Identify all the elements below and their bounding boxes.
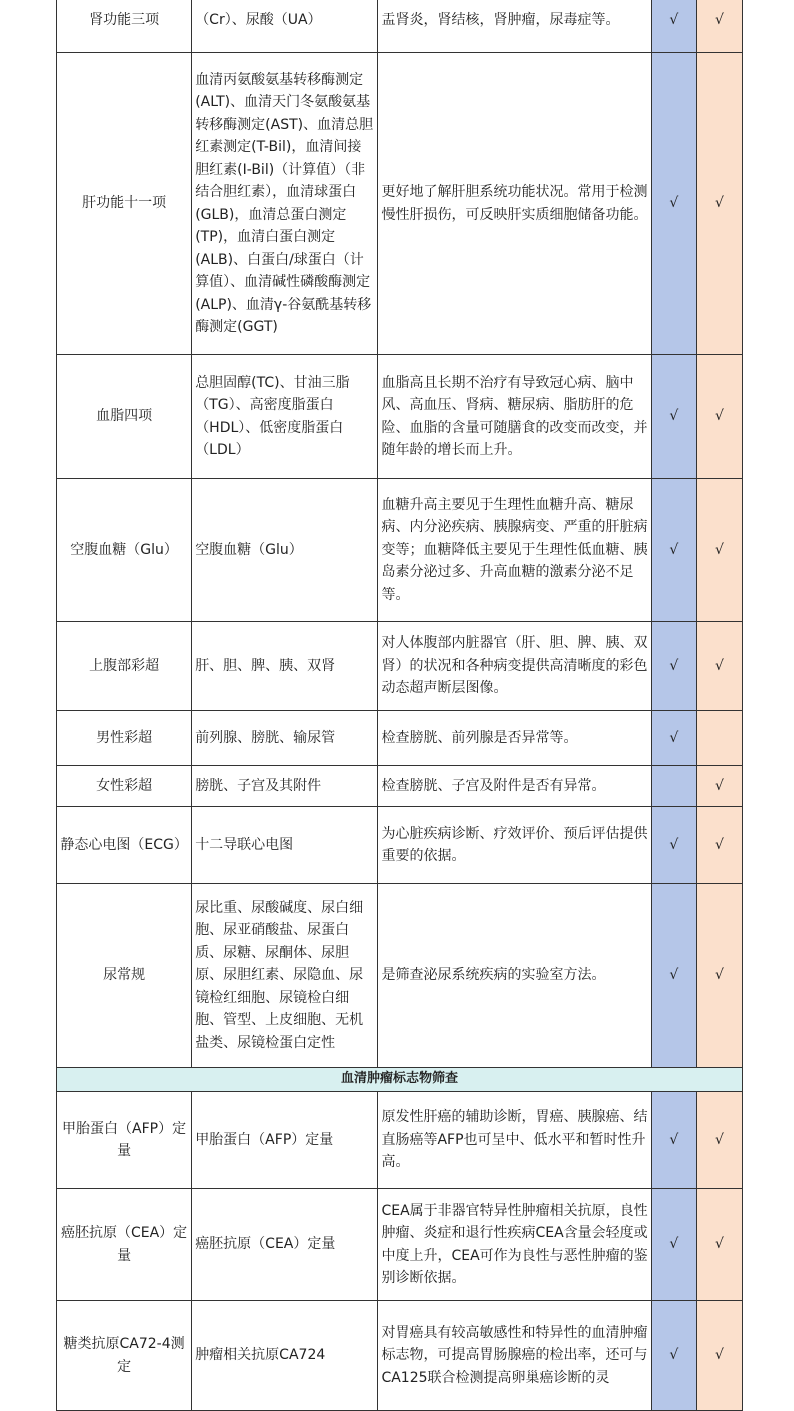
table-row [57,807,743,884]
table-row [57,1189,743,1301]
exam-items-cell: 血清丙氨酸氨基转移酶测定(ALT)、血清天门冬氨酸氨基转移酶测定(AST)、血清总胆红素测定(T-Bil)，血清间接胆红素(I-Bil)（计算值）（非结合胆红素），血清球蛋白(GLB)，血清总蛋白测定(TP)，血清白蛋白测定(ALB)、白蛋白/球蛋白（计算值）、血清碱性磷酸酶测定(ALP)、血清γ-谷氨酰基转移酶测定(GGT) [192,53,378,355]
female-check-cell: √ [696,1189,742,1301]
male-check-cell: √ [651,807,696,884]
exam-items-cell: 总胆固醇(TC)、甘油三脂（TG）、高密度脂蛋白（HDL）、低密度脂蛋白（LDL） [192,355,378,479]
female-check-cell: √ [696,807,742,884]
exam-items-cell: 空腹血糖（Glu） [192,479,378,622]
clinical-meaning-cell: 盂肾炎，肾结核，肾肿瘤，尿毒症等。 [378,0,651,53]
exam-name-cell: 空腹血糖（Glu） [57,479,192,622]
exam-items-table [56,0,743,1411]
table-row [57,711,743,766]
female-check-cell: √ [696,766,742,807]
clinical-meaning-cell: 检查膀胱、前列腺是否异常等。 [378,711,651,766]
clinical-meaning-cell: 是筛查泌尿系统疾病的实验室方法。 [378,884,651,1068]
female-check-cell: √ [696,53,742,355]
male-check-cell: √ [651,1301,696,1411]
exam-name-cell: 肝功能十一项 [57,53,192,355]
table-row [57,355,743,479]
male-check-cell: √ [651,53,696,355]
clinical-meaning-cell: 为心脏疾病诊断、疗效评价、预后评估提供重要的依据。 [378,807,651,884]
section-header-row [57,1068,743,1092]
male-check-cell: √ [651,711,696,766]
clinical-meaning-cell: CEA属于非器官特异性肿瘤相关抗原，良性肿瘤、炎症和退行性疾病CEA含量会轻度或中度上升，CEA可作为良性与恶性肿瘤的鉴别诊断依据。 [378,1189,651,1301]
exam-name-cell: 血脂四项 [57,355,192,479]
female-check-cell: √ [696,1092,742,1189]
table-row [57,766,743,807]
clinical-meaning-cell: 更好地了解肝胆系统功能状况。常用于检测慢性肝损伤，可反映肝实质细胞储备功能。 [378,53,651,355]
exam-items-cell: 癌胚抗原（CEA）定量 [192,1189,378,1301]
male-check-cell [651,766,696,807]
exam-items-cell: 甲胎蛋白（AFP）定量 [192,1092,378,1189]
male-check-cell: √ [651,622,696,711]
exam-items-cell: 十二导联心电图 [192,807,378,884]
exam-name-cell: 尿常规 [57,884,192,1068]
exam-name-cell: 糖类抗原CA72-4测定 [57,1301,192,1411]
exam-name-cell: 男性彩超 [57,711,192,766]
exam-name-cell: 癌胚抗原（CEA）定量 [57,1189,192,1301]
female-check-cell [696,711,742,766]
male-check-cell: √ [651,0,696,53]
table-row [57,1092,743,1189]
exam-items-cell: 膀胱、子宫及其附件 [192,766,378,807]
clinical-meaning-cell: 对胃癌具有较高敏感性和特异性的血清肿瘤标志物，可提高胃肠腺癌的检出率，还可与CA125联合检测提高卵巢癌诊断的灵 [378,1301,651,1411]
section-title: 血清肿瘤标志物筛查 [57,1068,743,1092]
exam-items-cell: 尿比重、尿酸碱度、尿白细胞、尿亚硝酸盐、尿蛋白质、尿糖、尿酮体、尿胆原、尿胆红素、尿隐血、尿镜检红细胞、尿镜检白细胞、管型、上皮细胞、无机盐类、尿镜检蛋白定性 [192,884,378,1068]
table-row [57,0,743,53]
male-check-cell: √ [651,1189,696,1301]
clinical-meaning-cell: 对人体腹部内脏器官（肝、胆、脾、胰、双肾）的状况和各种病变提供高清晰度的彩色动态超声断层图像。 [378,622,651,711]
exam-name-cell: 女性彩超 [57,766,192,807]
exam-items-cell: 肿瘤相关抗原CA724 [192,1301,378,1411]
exam-name-cell: 静态心电图（ECG） [57,807,192,884]
table-row [57,53,743,355]
exam-name-cell: 肾功能三项 [57,0,192,53]
clinical-meaning-cell: 血脂高且长期不治疗有导致冠心病、脑中风、高血压、肾病、糖尿病、脂肪肝的危险、血脂的含量可随膳食的改变而改变，并随年龄的增长而上升。 [378,355,651,479]
female-check-cell: √ [696,0,742,53]
exam-items-cell: 肝、胆、脾、胰、双肾 [192,622,378,711]
female-check-cell: √ [696,1301,742,1411]
exam-items-cell: 前列腺、膀胱、输尿管 [192,711,378,766]
male-check-cell: √ [651,479,696,622]
exam-name-cell: 上腹部彩超 [57,622,192,711]
table-row [57,884,743,1068]
table-row [57,622,743,711]
male-check-cell: √ [651,884,696,1068]
exam-items-cell: （Cr）、尿酸（UA） [192,0,378,53]
exam-name-cell: 甲胎蛋白（AFP）定量 [57,1092,192,1189]
clinical-meaning-cell: 原发性肝癌的辅助诊断，胃癌、胰腺癌、结直肠癌等AFP也可呈中、低水平和暂时性升高。 [378,1092,651,1189]
clinical-meaning-cell: 检查膀胱、子宫及附件是否有异常。 [378,766,651,807]
female-check-cell: √ [696,355,742,479]
female-check-cell: √ [696,622,742,711]
table-row [57,1301,743,1411]
female-check-cell: √ [696,479,742,622]
clinical-meaning-cell: 血糖升高主要见于生理性血糖升高、糖尿病、内分泌疾病、胰腺病变、严重的肝脏病变等；血糖降低主要见于生理性低血糖、胰岛素分泌过多、升高血糖的激素分泌不足等。 [378,479,651,622]
male-check-cell: √ [651,355,696,479]
female-check-cell: √ [696,884,742,1068]
male-check-cell: √ [651,1092,696,1189]
table-row [57,479,743,622]
